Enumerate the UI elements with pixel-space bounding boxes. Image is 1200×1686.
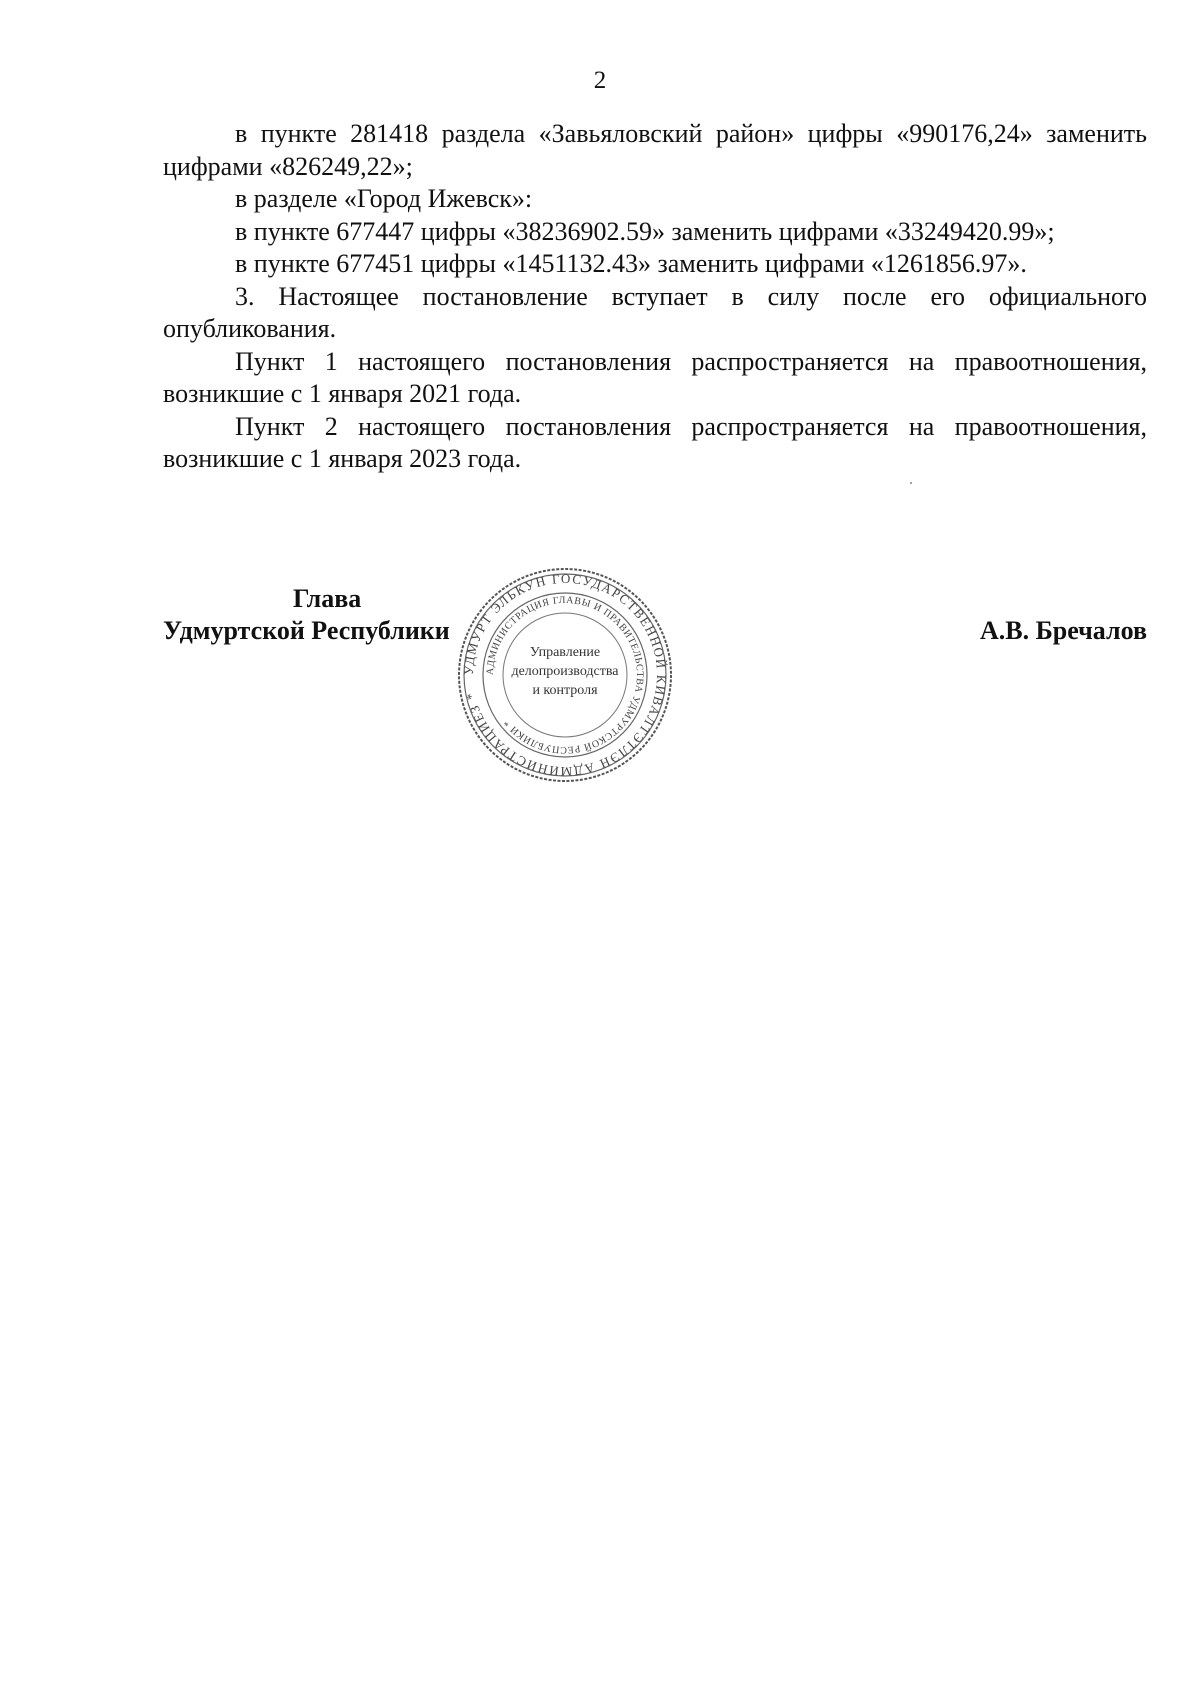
signature-title-line1: Глава [293, 584, 362, 613]
signatory-name: А.В. Бречалов [979, 616, 1147, 645]
page-number: 2 [593, 67, 607, 94]
paragraph-1: в пункте 281418 раздела «Завьяловский район» цифры «990176,24» заменить цифрами «826249,22»; [163, 119, 1147, 181]
paragraph-6: Пункт 1 настоящего постановления распространяется на правоотношения, возникшие с 1 января 2021 года. [163, 346, 1147, 408]
paragraph-3: в пункте 677447 цифры «38236902.59» заменить цифрами «33249420.99»; [235, 216, 1055, 246]
paragraph-7: Пункт 2 настоящего постановления распространяется на правоотношения, возникшие с 1 января 2023 года. [163, 411, 1147, 473]
seal-center-line-1: Управление [529, 645, 601, 660]
seal-inner-text: АДМИНИСТРАЦИЯ ГЛАВЫ И ПРАВИТЕЛЬСТВА УДМУРТСКОЙ РЕСПУБЛИКИ * [484, 594, 646, 756]
paragraph-2: в разделе «Город Ижевск»: [235, 184, 533, 213]
paragraph-4: в пункте 677451 цифры «1451132.43» заменить цифрами «1261856.97». [235, 249, 1027, 278]
document-body [163, 118, 1147, 476]
signature-block [163, 583, 1147, 663]
seal-outer-text: УДМУРТ ЭЛЬКУН ГОСУДАРСТВЕННОЙ КИВАЛТЭТЛЭН АДМИНИСТРАЦИЕЗ * [460, 570, 670, 780]
signature-title-line2: Удмуртской Республики [163, 616, 450, 645]
seal-center-line-2: делопроизводства [511, 664, 619, 679]
paragraph-5: 3. Настоящее постановление вступает в силу после его официального опубликования. [163, 281, 1147, 343]
seal-center-line-3: и контроля [532, 683, 598, 698]
scan-speck [910, 482, 912, 484]
